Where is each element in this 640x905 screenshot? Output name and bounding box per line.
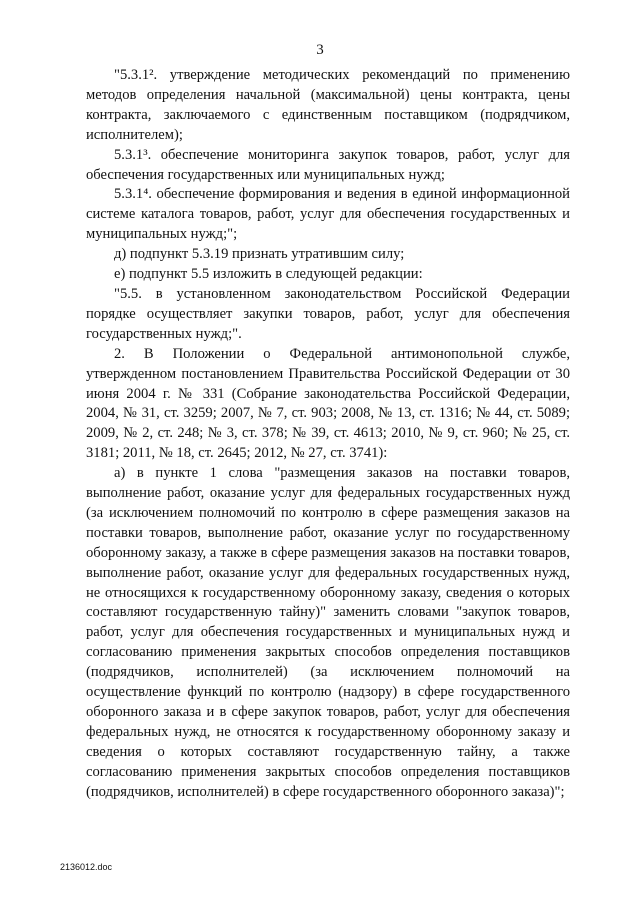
paragraph-item-a: а) в пункте 1 слова "размещения заказов на поставки товаров, выполнение работ, оказание услуг для федеральных государственных нужд (за исключением полномочий по контролю в сфере размещения заказов на поставки товаров, выполнение работ, оказание услуг по государственному оборонному заказу, а также в сфере размещения заказов на поставки товаров, выполнение работ, оказание услуг для федеральных государственных нужд, не относящихся к государственному оборонному заказу, сведения о которых составляют государственную тайну)" заменить словами "закупок товаров, работ, услуг для обеспечения государственных и муниципальных нужд и согласованию применения закрытых способов определения поставщиков (подрядчиков, исполнителей) (за исключением полномочий на осуществление функций по контролю (надзору) в сфере государственного оборонного заказа и в сфере закупок товаров, работ, услуг для обеспечения федеральных нужд, не относятся к государственному оборонному заказу и сведения о которых составляют государственную тайну, а также согласованию применения закрытых способов определения поставщиков (подрядчиков, исполнителей) в сфере государственного оборонного заказа)"; bbox=[86, 465, 570, 800]
paragraph-5-3-1-4: 5.3.1⁴. обеспечение формирования и ведения в единой информационной системе каталога товаров, работ, услуг для обеспечения государственных и муниципальных нужд;"; bbox=[86, 186, 570, 243]
paragraph-5-3-1-3: 5.3.1³. обеспечение мониторинга закупок товаров, работ, услуг для обеспечения государственных или муниципальных нужд; bbox=[86, 146, 570, 183]
paragraph-section-2: 2. В Положении о Федеральной антимонопольной службе, утвержденном постановлением Правительства Российской Федерации от 30 июня 2004 г. № 331 (Собрание законодательства Российской Федерации, 2004, № 31, ст. 3259; 2007, № 7, ст. 903; 2008, № 13, ст. 1316; № 44, ст. 5089; 2009, № 2, ст. 248; № 3, ст. 378; № 39, ст. 4613; 2010, № 9, ст. 960; № 25, ст. 3181; 2011, № 18, ст. 2645; 2012, № 27, ст. 3741): bbox=[86, 345, 570, 462]
paragraph-5-3-1-2: "5.3.1². утверждение методических рекомендаций по применению методов определения начальной (максимальной) цены контракта, цены контракта, заключаемого с единственным поставщиком (подрядчиком, исполнителем); bbox=[86, 67, 570, 143]
paragraph-item-d: д) подпункт 5.3.19 признать утратившим силу; bbox=[114, 246, 405, 263]
paragraph-item-e: е) подпункт 5.5 изложить в следующей редакции: bbox=[114, 266, 423, 283]
document-body bbox=[86, 66, 570, 803]
footer-filename: 2136012.doc bbox=[60, 862, 113, 872]
page-number: 3 bbox=[316, 42, 324, 58]
paragraph-5-5: "5.5. в установленном законодательством Российской Федерации порядке осуществляет закупки товаров, работ, услуг для обеспечения государственных нужд;". bbox=[86, 285, 570, 342]
